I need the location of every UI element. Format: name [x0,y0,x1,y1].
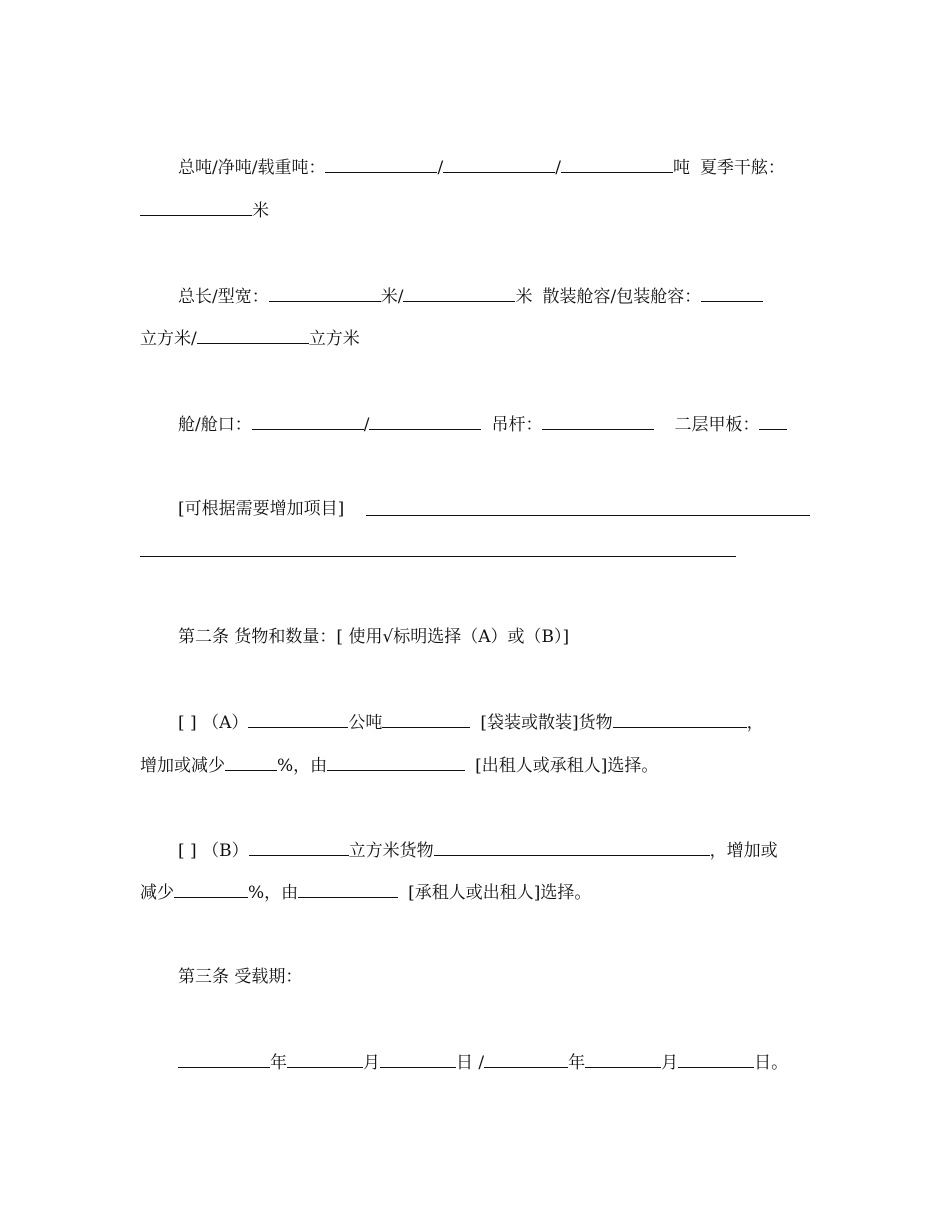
ton-unit: 吨 [672,158,690,178]
comma: ， [746,713,764,733]
variance-percent-blank[interactable] [174,881,248,898]
tonnage-label: 总吨/净吨/载重吨： [178,158,326,178]
percent-label: %，由 [277,756,328,776]
extra-items-blank[interactable] [366,515,810,516]
option-party-blank[interactable] [298,881,398,898]
hatch-blank[interactable] [369,413,481,430]
tweendeck-label: 二层甲板： [674,415,760,435]
option-party-label: [承租人或出租人]选择。 [408,883,592,903]
variance-percent-blank[interactable] [225,754,277,771]
option-b-variance-line [140,881,591,903]
tonnage-quantity-blank[interactable] [248,711,348,728]
variance-label: 减少 [140,883,174,903]
option-b-checkbox[interactable]: [ ] （B） [178,841,249,861]
tweendeck-blank[interactable] [759,413,787,430]
breadth-blank[interactable] [403,285,515,302]
separator: / [363,415,370,435]
hold-blank[interactable] [252,413,364,430]
cbm-cargo-label: 立方米货物 [348,841,434,861]
article-3-heading [178,966,302,988]
option-a-checkbox[interactable]: [ ] （A） [178,713,249,733]
article-2-heading [178,626,569,648]
tonnage-line [178,156,785,178]
day-label: 日 / [456,1053,485,1073]
extra-items-label: [可根据需要增加项目] [178,499,345,519]
summer-freeboard-label: 夏季干舷： [699,158,785,178]
dimension-line [178,285,763,307]
bale-capacity-blank[interactable] [701,285,763,302]
extra-items-blank-2[interactable] [140,556,736,557]
meter-unit: 米 [515,287,533,307]
capacity-line [140,327,360,349]
separator: / [437,158,444,178]
option-b-line [178,839,778,861]
percent-label: %，由 [248,883,299,903]
year-label: 年 [568,1053,586,1073]
start-day-blank[interactable] [380,1051,456,1068]
freeboard-blank[interactable] [140,199,252,216]
cargo-name-blank[interactable] [434,839,710,856]
packing-type-label: [袋装或散装]货物 [480,713,613,733]
option-party-label: [出租人或承租人]选择。 [475,756,659,776]
day-label: 日。 [754,1053,789,1073]
grain-capacity-blank[interactable] [197,327,309,344]
dimension-label: 总长/型宽： [178,287,269,307]
hatch-label: 舱/舱口： [178,415,252,435]
derrick-blank[interactable] [542,413,654,430]
gross-ton-blank[interactable] [325,156,437,173]
month-label: 月 [363,1053,380,1073]
capacity-label: 散装舱容/包装舱容： [542,287,702,307]
variance-label: ，增加或 [709,841,778,861]
meter-unit: 米 [252,201,269,221]
year-label: 年 [270,1053,287,1073]
length-blank[interactable] [269,285,381,302]
volume-quantity-blank[interactable] [249,839,349,856]
net-ton-blank[interactable] [443,156,555,173]
hatch-line [178,413,787,435]
option-party-blank[interactable] [327,754,465,771]
article-2-title: 第二条 货物和数量：[ 使用√标明选择（A）或（B）] [178,627,570,647]
start-year-blank[interactable] [178,1051,270,1068]
end-month-blank[interactable] [585,1051,661,1068]
option-a-line [178,711,764,733]
meter-unit: 米/ [380,287,404,307]
option-a-variance-line [140,754,658,776]
variance-label: 增加或减少 [140,756,225,776]
cbm-unit: 立方米 [308,329,360,349]
derrick-label: 吊杆： [491,415,543,435]
separator: / [555,158,561,178]
laycan-line [178,1051,788,1073]
end-day-blank[interactable] [678,1051,754,1068]
cargo-name-blank[interactable] [613,711,747,728]
metric-ton-unit: 公吨 [348,713,383,733]
month-label: 月 [661,1053,679,1073]
cbm-unit: 立方米/ [140,329,197,349]
packing-blank[interactable] [382,711,470,728]
start-month-blank[interactable] [287,1051,363,1068]
deadweight-blank[interactable] [561,156,673,173]
end-year-blank[interactable] [484,1051,568,1068]
article-3-title: 第三条 受载期： [178,967,303,987]
freeboard-line [140,199,269,221]
extra-items-line [178,498,344,520]
